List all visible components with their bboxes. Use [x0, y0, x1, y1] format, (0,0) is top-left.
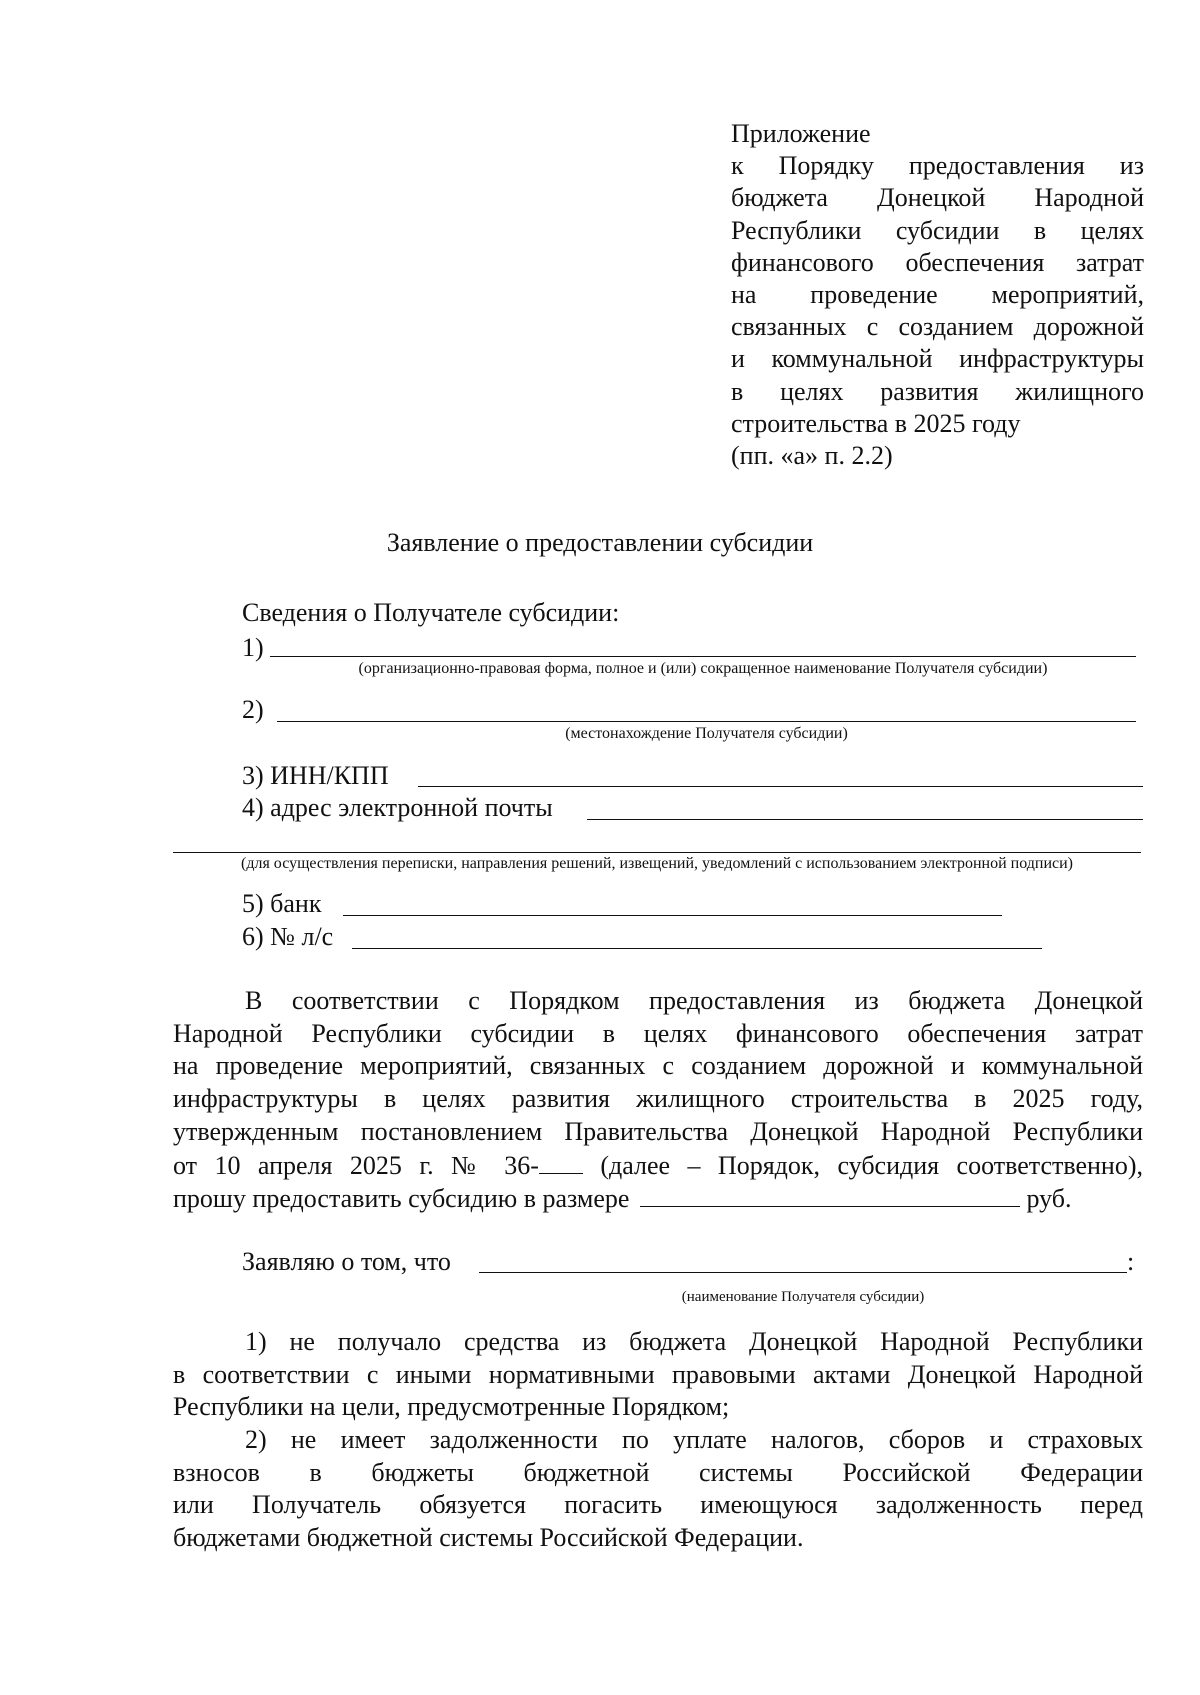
- item5-label: 5) банк: [242, 889, 322, 918]
- subsidy-amount-field[interactable]: [640, 1182, 1020, 1207]
- clause1-line: Республики на цели, предусмотренные Порядком;: [173, 1392, 730, 1422]
- paragraph-line: инфраструктуры в целях развития жилищного строительства в 2025 году,: [173, 1084, 1143, 1114]
- clause-2: [173, 1424, 1143, 1555]
- account-field[interactable]: [352, 948, 1042, 949]
- appendix-title: Приложение: [731, 119, 871, 148]
- appendix-line: строительства в 2025 году: [731, 408, 1021, 438]
- clause1-line: 1) не получало средства из бюджета Донецкой Народной Республики: [245, 1327, 1143, 1356]
- item3-label: 3) ИНН/КПП: [242, 761, 389, 790]
- paragraph-line: В соответствии с Порядком предоставления из бюджета Донецкой: [245, 986, 1143, 1015]
- clause-1: [173, 1326, 1143, 1424]
- email-field[interactable]: [587, 819, 1143, 820]
- item6-label: 6) № л/с: [242, 922, 334, 951]
- declaration-name-field[interactable]: [479, 1272, 1127, 1273]
- appendix-line: на проведение мероприятий,: [731, 280, 1144, 310]
- paragraph-line: утвержденным постановлением Правительства Донецкой Народной Республики: [173, 1116, 1143, 1146]
- paragraph-line-7: [173, 1182, 1143, 1216]
- item2-caption: (местонахождение Получателя субсидии): [565, 725, 848, 742]
- appendix-line: к Порядку предоставления из: [731, 151, 1144, 181]
- email-field-continuation[interactable]: [173, 852, 1141, 853]
- clause2-line: взносов в бюджеты бюджетной системы Российской Федерации: [173, 1457, 1143, 1487]
- decree-number-field[interactable]: [539, 1149, 583, 1174]
- appendix-line: в целях развития жилищного: [731, 376, 1144, 406]
- clause2-line: или Получатель обязуется погасить имеющуюся задолженность перед: [173, 1490, 1143, 1520]
- paragraph-line7-end: руб.: [1026, 1184, 1072, 1214]
- item2-label: 2): [242, 695, 264, 724]
- appendix-line: связанных с созданием дорожной: [731, 312, 1144, 342]
- declaration-caption: (наименование Получателя субсидии): [681, 1289, 925, 1305]
- appendix-line: и коммунальной инфраструктуры: [731, 344, 1144, 374]
- declaration-label: Заявляю о том, что: [242, 1247, 451, 1276]
- item1-field[interactable]: [270, 656, 1136, 657]
- appendix-line: Республики субсидии в целях: [731, 215, 1144, 245]
- declaration-colon: :: [1127, 1247, 1135, 1276]
- recipient-heading: Сведения о Получателе субсидии:: [242, 598, 620, 627]
- main-paragraph: [173, 985, 1143, 1216]
- document-title: Заявление о предоставлении субсидии: [386, 528, 814, 557]
- bank-field[interactable]: [343, 915, 1002, 916]
- appendix-block: [731, 118, 1144, 472]
- paragraph-line7-start: прошу предоставить субсидию в размере: [173, 1184, 630, 1214]
- paragraph-line6-start: от 10 апреля 2025 г. № 36-: [173, 1150, 539, 1180]
- inn-kpp-field[interactable]: [418, 786, 1143, 787]
- paragraph-line-6: [173, 1149, 1143, 1183]
- clause2-line: 2) не имеет задолженности по уплате налогов, сборов и страховых: [245, 1425, 1143, 1454]
- item1-label: 1): [242, 633, 264, 662]
- clause2-line: бюджетами бюджетной системы Российской Федерации.: [173, 1523, 804, 1553]
- item4-label: 4) адрес электронной почты: [242, 793, 553, 822]
- appendix-reference: (пп. «а» п. 2.2): [731, 441, 893, 471]
- paragraph-line: Народной Республики субсидии в целях финансового обеспечения затрат: [173, 1018, 1143, 1048]
- item1-caption: (организационно-правовая форма, полное и (или) сокращенное наименование Получателя субсидии): [358, 660, 1048, 677]
- item4-caption: (для осуществления переписки, направления решений, извещений, уведомлений с использованием электронной подписи): [240, 855, 1074, 872]
- item2-field[interactable]: [277, 721, 1136, 722]
- clause1-line: в соответствии с иными нормативными правовыми актами Донецкой Народной: [173, 1359, 1143, 1389]
- appendix-line: бюджета Донецкой Народной: [731, 183, 1144, 213]
- appendix-line: финансового обеспечения затрат: [731, 247, 1144, 277]
- paragraph-line: на проведение мероприятий, связанных с созданием дорожной и коммунальной: [173, 1051, 1143, 1081]
- paragraph-line6-end: (далее – Порядок, субсидия соответственно),: [600, 1150, 1144, 1180]
